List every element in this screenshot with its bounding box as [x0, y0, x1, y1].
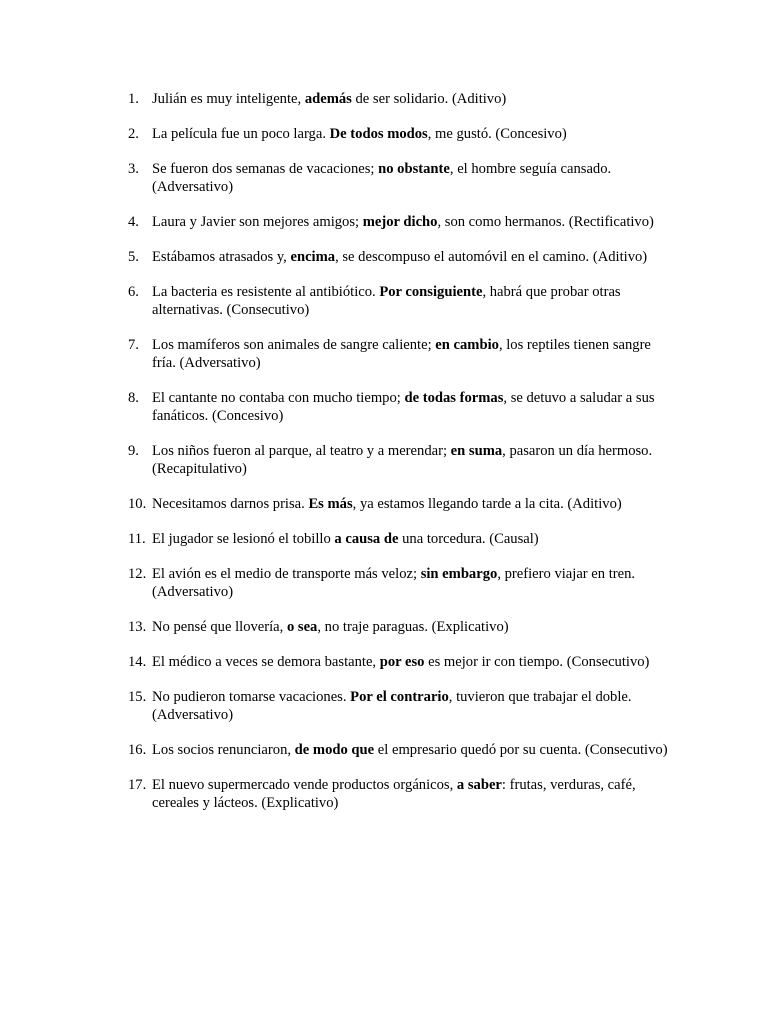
list-item [128, 125, 668, 143]
connector-phrase: además [304, 91, 352, 107]
item-number: 5. [128, 249, 139, 265]
item-text: Estábamos atrasados y, encima, se descompuso el automóvil en el camino. (Aditivo) [152, 249, 648, 265]
list-item [128, 442, 668, 478]
list-item [128, 90, 668, 108]
connector-phrase: a saber [456, 777, 502, 793]
connector-phrase: no obstante [378, 161, 450, 177]
connector-phrase: en cambio [435, 337, 499, 353]
connector-phrase: Por el contrario [350, 689, 449, 705]
item-text: Los niños fueron al parque, al teatro y a merendar; en suma, pasaron un día hermoso. (Recapitulativo) [152, 443, 653, 477]
item-text: Se fueron dos semanas de vacaciones; no obstante, el hombre seguía cansado. (Adversativo) [152, 161, 612, 195]
connector-phrase: a causa de [334, 531, 399, 547]
list-item [128, 495, 668, 513]
item-text: El cantante no contaba con mucho tiempo; de todas formas, se detuvo a saludar a sus fanáticos. (Concesivo) [152, 390, 655, 424]
item-number: 9. [128, 443, 139, 459]
list-item [128, 213, 668, 231]
sentence-list [128, 90, 668, 829]
item-text: Laura y Javier son mejores amigos; mejor dicho, son como hermanos. (Rectificativo) [152, 214, 654, 230]
list-item [128, 248, 668, 266]
list-item [128, 283, 668, 319]
item-number: 10. [128, 496, 147, 512]
item-number: 11. [128, 531, 146, 547]
item-number: 16. [128, 742, 147, 758]
list-item [128, 618, 668, 636]
item-number: 2. [128, 126, 139, 142]
item-text: La bacteria es resistente al antibiótico. Por consiguiente, habrá que probar otras alternativas. (Consecutivo) [152, 284, 621, 318]
connector-phrase: de modo que [294, 742, 375, 758]
list-item [128, 688, 668, 724]
connector-phrase: por eso [379, 654, 425, 670]
list-item [128, 389, 668, 425]
connector-phrase: Es más [308, 496, 353, 512]
item-text: No pudieron tomarse vacaciones. Por el contrario, tuvieron que trabajar el doble. (Adversativo) [152, 689, 632, 723]
list-item [128, 653, 668, 671]
item-number: 7. [128, 337, 139, 353]
item-number: 14. [128, 654, 147, 670]
item-text: El jugador se lesionó el tobillo a causa de una torcedura. (Causal) [152, 531, 539, 547]
connector-phrase: o sea [286, 619, 318, 635]
item-number: 1. [128, 91, 139, 107]
item-number: 17. [128, 777, 147, 793]
connector-phrase: mejor dicho [362, 214, 438, 230]
list-item [128, 741, 668, 759]
connector-phrase: en suma [450, 443, 503, 459]
item-text: Los socios renunciaron, de modo que el empresario quedó por su cuenta. (Consecutivo) [152, 742, 668, 758]
item-number: 3. [128, 161, 139, 177]
item-text: Los mamíferos son animales de sangre caliente; en cambio, los reptiles tienen sangre fría. (Adversativo) [152, 337, 651, 371]
item-number: 8. [128, 390, 139, 406]
item-number: 6. [128, 284, 139, 300]
item-number: 4. [128, 214, 139, 230]
connector-phrase: de todas formas [404, 390, 504, 406]
item-number: 15. [128, 689, 147, 705]
item-text: El médico a veces se demora bastante, por eso es mejor ir con tiempo. (Consecutivo) [152, 654, 650, 670]
item-number: 13. [128, 619, 147, 635]
list-item [128, 160, 668, 196]
item-text: El avión es el medio de transporte más veloz; sin embargo, prefiero viajar en tren. (Adversativo) [152, 566, 636, 600]
item-text: La película fue un poco larga. De todos modos, me gustó. (Concesivo) [152, 126, 567, 142]
list-item [128, 565, 668, 601]
connector-phrase: encima [290, 249, 336, 265]
list-item [128, 530, 668, 548]
connector-phrase: sin embargo [420, 566, 498, 582]
item-text: Julián es muy inteligente, además de ser solidario. (Aditivo) [152, 91, 507, 107]
list-item [128, 776, 668, 812]
connector-phrase: De todos modos [329, 126, 428, 142]
list-item [128, 336, 668, 372]
item-text: No pensé que llovería, o sea, no traje paraguas. (Explicativo) [152, 619, 509, 635]
item-number: 12. [128, 566, 147, 582]
item-text: Necesitamos darnos prisa. Es más, ya estamos llegando tarde a la cita. (Aditivo) [152, 496, 622, 512]
connector-phrase: Por consiguiente [379, 284, 483, 300]
item-text: El nuevo supermercado vende productos orgánicos, a saber: frutas, verduras, café, cereales y lácteos. (Explicativo) [152, 777, 636, 811]
